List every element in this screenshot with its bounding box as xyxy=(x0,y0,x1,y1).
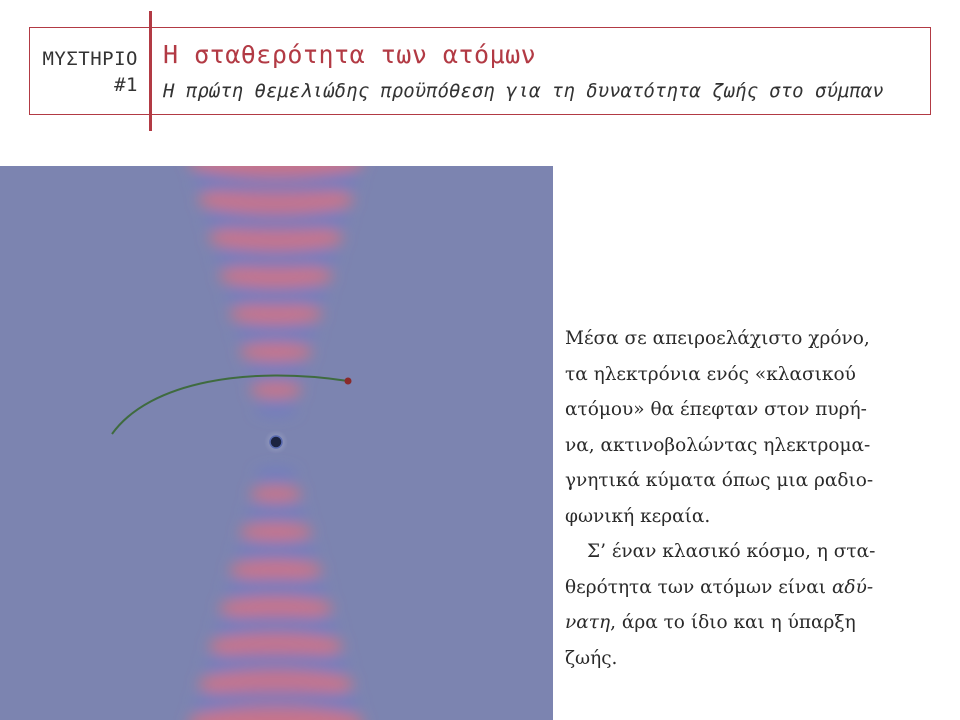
p2-line-2: θερότητα των ατόμων είναι xyxy=(565,576,832,598)
paragraph-1 xyxy=(565,321,905,534)
p1-line-3: ατόμου» θα έπεφταν στον πυρή- xyxy=(565,399,867,420)
wave-band xyxy=(229,559,323,580)
wave-band xyxy=(244,362,307,380)
p2-emphasis-2: νατη xyxy=(565,612,611,633)
p2-line-3: , άρα το ίδιο και η ύπαρξη xyxy=(610,612,856,633)
wave-band xyxy=(255,401,297,416)
p2-emphasis-1: αδύ- xyxy=(831,576,874,598)
page-title: Η σταθερότητα των ατόμων xyxy=(163,40,537,69)
mystery-label-word: ΜΥΣΤΗΡΙΟ xyxy=(42,48,138,70)
wave-band xyxy=(234,541,318,561)
wave-band xyxy=(229,303,323,324)
page-subtitle: Η πρώτη θεμελιώδης προϋπόθεση για τη δυνατότητα ζωής στο σύμπαν xyxy=(163,80,884,102)
p1-line-1: Μέσα σε απειροελάχιστο χρόνο, xyxy=(565,328,870,349)
p1-line-4: να, ακτινοβολώντας ηλεκτρομα- xyxy=(565,434,871,456)
wave-band xyxy=(250,486,303,502)
wave-band xyxy=(234,323,318,343)
atom-radiation-figure xyxy=(0,166,553,720)
paragraph-2 xyxy=(565,534,905,676)
nucleus xyxy=(270,436,282,448)
mystery-label-number: #1 xyxy=(114,74,138,96)
p2-line-1: Σ’ έναν κλασικό κόσμο, η στα- xyxy=(587,541,876,562)
wave-band xyxy=(250,382,303,398)
body-text xyxy=(565,321,905,676)
wave-band xyxy=(244,504,307,522)
atom-radiation-illustration xyxy=(0,166,553,720)
electron-dot xyxy=(345,378,352,385)
wave-band xyxy=(239,343,313,362)
wave-band xyxy=(255,467,297,482)
header-divider xyxy=(149,11,152,131)
p2-line-4: ζωής. xyxy=(565,647,618,669)
mystery-label xyxy=(42,46,138,98)
p1-line-6: φωνική κεραία. xyxy=(565,505,711,527)
p1-line-2: τα ηλεκτρόνια ενός «κλασικού xyxy=(565,363,856,385)
p1-line-5: γνητικά κύματα όπως μια ραδιο- xyxy=(565,470,874,491)
wave-band xyxy=(239,523,313,542)
